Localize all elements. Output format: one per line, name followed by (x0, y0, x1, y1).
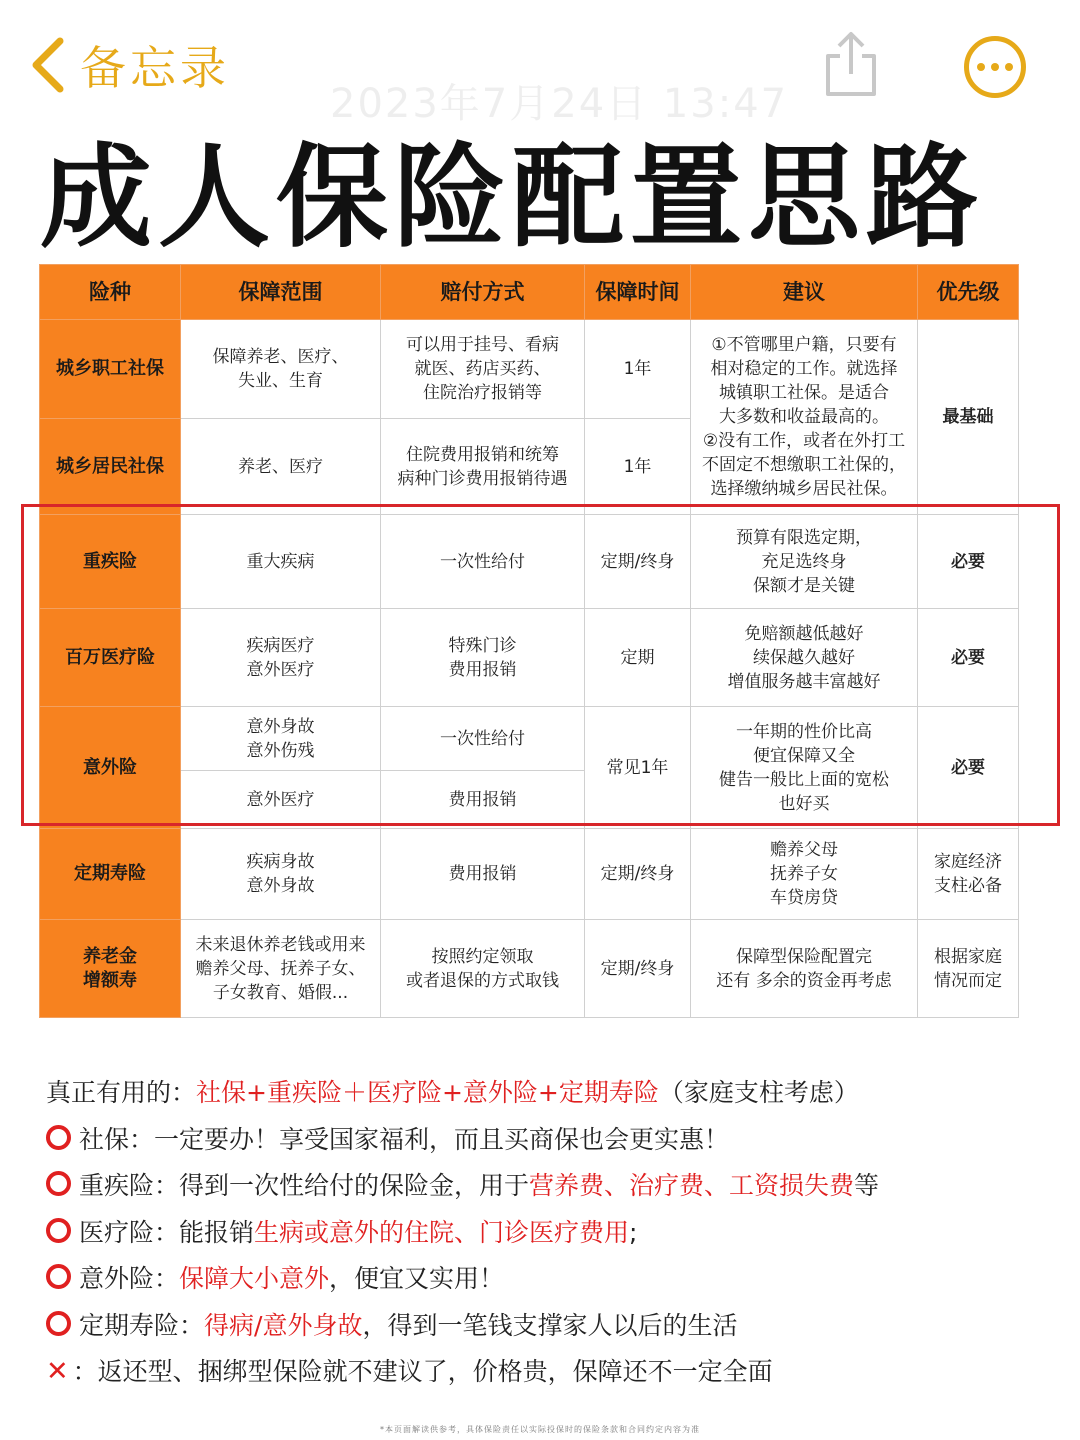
cell-advice: 免赔额越低越好 续保越久越好 增值服务越丰富越好 (691, 609, 918, 707)
note-text: ，得到一笔钱支撑家人以后的生活 (362, 1310, 738, 1340)
table-row (40, 707, 1019, 771)
cell-term: 定期/终身 (585, 920, 691, 1018)
circle-icon (46, 1125, 71, 1150)
cell-payment: 可以用于挂号、看病 就医、药店买药、 住院治疗报销等 (381, 320, 585, 419)
table-row (40, 609, 1019, 707)
cell-advice: ①不管哪里户籍，只要有 相对稳定的工作。就选择 城镇职工社保。是适合 大多数和收益最高的。 ②没有工作，或者在外打工 不固定不想缴职工社保的， 选择缴纳城乡居民社保。 (691, 320, 918, 515)
note-highlight: 得病/意外身故 (204, 1310, 363, 1340)
note-item (46, 1303, 1046, 1350)
back-label: 备忘录 (80, 41, 230, 95)
cell-scope: 意外身故 意外伤残 (181, 707, 381, 771)
cell-type: 重疾险 (40, 515, 181, 609)
cell-priority: 必要 (918, 609, 1019, 707)
cell-term: 1年 (585, 419, 691, 515)
note-highlight: 营养费、治疗费、工资损失费 (529, 1171, 855, 1200)
note-text: （家庭支柱考虑） (658, 1078, 859, 1107)
table-header-row (40, 265, 1019, 320)
cell-payment: 费用报销 (381, 829, 585, 920)
note-highlight: 生病或意外的住院、门诊医疗费用 (254, 1217, 630, 1247)
notes-section (46, 1070, 1046, 1396)
cell-advice: 赡养父母 抚养子女 车贷房贷 (691, 829, 918, 920)
note-text: 医疗险：能报销 (79, 1217, 255, 1247)
page-title: 成人保险配置思路 (40, 133, 984, 263)
back-button[interactable] (30, 32, 230, 98)
table-row (40, 920, 1019, 1018)
table-row (40, 515, 1019, 609)
dot-icon (991, 63, 999, 71)
cell-payment: 一次性给付 (381, 707, 585, 771)
cell-type: 养老金 增额寿 (40, 920, 181, 1018)
table-row (40, 320, 1019, 419)
col-header-term: 保障时间 (585, 265, 691, 320)
cell-payment: 按照约定领取 或者退保的方式取钱 (381, 920, 585, 1018)
cell-scope: 意外医疗 (181, 771, 381, 829)
cell-priority: 必要 (918, 515, 1019, 609)
col-header-advice: 建议 (691, 265, 918, 320)
cell-term: 定期/终身 (585, 515, 691, 609)
note-text: 社保：一定要办！享受国家福利，而且买商保也会更实惠！ (79, 1124, 730, 1154)
insurance-table (39, 264, 1019, 1018)
note-text: 重疾险：得到一次性给付的保险金，用于 (79, 1171, 530, 1200)
cross-icon: ✕ (46, 1356, 69, 1387)
more-options-button[interactable] (964, 36, 1026, 98)
circle-icon (46, 1264, 71, 1289)
cell-term: 定期 (585, 609, 691, 707)
circle-icon (46, 1311, 71, 1336)
footer-disclaimer: *本页面解读供参考，具体保险责任以实际投保时的保险条款和合同约定内容为准 (380, 1425, 700, 1434)
cell-payment: 特殊门诊 费用报销 (381, 609, 585, 707)
note-item (46, 1349, 1046, 1396)
cell-payment: 住院费用报销和统筹 病种门诊费用报销待遇 (381, 419, 585, 515)
cell-type: 意外险 (40, 707, 181, 829)
cell-scope: 疾病身故 意外身故 (181, 829, 381, 920)
note-text: ; (629, 1217, 638, 1247)
table-row (40, 829, 1019, 920)
chevron-left-icon (30, 37, 66, 93)
cell-term: 常见1年 (585, 707, 691, 829)
note-text: ，便宜又实用！ (329, 1264, 505, 1293)
note-item (46, 1256, 1046, 1303)
cell-advice: 一年期的性价比高 便宜保障又全 健告一般比上面的宽松 也好买 (691, 707, 918, 829)
cell-scope: 未来退休养老钱或用来 赡养父母、抚养子女、 子女教育、婚假... (181, 920, 381, 1018)
dot-icon (977, 63, 985, 71)
note-item (46, 1163, 1046, 1210)
col-header-scope: 保障范围 (181, 265, 381, 320)
cell-payment: 费用报销 (381, 771, 585, 829)
cell-priority: 家庭经济 支柱必备 (918, 829, 1019, 920)
top-bar (0, 0, 1080, 130)
cell-advice: 预算有限选定期， 充足选终身 保额才是关键 (691, 515, 918, 609)
cell-type: 城乡居民社保 (40, 419, 181, 515)
cell-priority: 最基础 (918, 320, 1019, 515)
note-text: 定期寿险： (79, 1310, 205, 1340)
cell-priority: 根据家庭 情况而定 (918, 920, 1019, 1018)
cell-scope: 养老、医疗 (181, 419, 381, 515)
circle-icon (46, 1171, 71, 1196)
note-text: ：返还型、捆绑型保险就不建议了，价格贵，保障还不一定全面 (72, 1357, 773, 1386)
note-highlight: 社保+重疾险＋医疗险+意外险+定期寿险 (196, 1078, 659, 1107)
dot-icon (1005, 63, 1013, 71)
cell-scope: 疾病医疗 意外医疗 (181, 609, 381, 707)
note-item (46, 1117, 1046, 1164)
note-text: 等 (854, 1171, 880, 1200)
share-button[interactable] (822, 30, 880, 102)
cell-priority: 必要 (918, 707, 1019, 829)
note-item (46, 1210, 1046, 1257)
col-header-priority: 优先级 (918, 265, 1019, 320)
col-header-payment: 赔付方式 (381, 265, 585, 320)
note-date: 2023年7月24日 13:47 (330, 81, 789, 127)
circle-icon (46, 1218, 71, 1243)
cell-scope: 重大疾病 (181, 515, 381, 609)
cell-term: 定期/终身 (585, 829, 691, 920)
cell-advice: 保障型保险配置完 还有 多余的资金再考虑 (691, 920, 918, 1018)
cell-scope: 保障养老、医疗、 失业、生育 (181, 320, 381, 419)
cell-type: 定期寿险 (40, 829, 181, 920)
note-text: 真正有用的： (46, 1078, 197, 1107)
cell-term: 1年 (585, 320, 691, 419)
share-icon (822, 30, 880, 98)
cell-type: 城乡职工社保 (40, 320, 181, 419)
note-text: 意外险： (79, 1264, 180, 1293)
cell-payment: 一次性给付 (381, 515, 585, 609)
note-highlight: 保障大小意外 (179, 1264, 330, 1293)
col-header-type: 险种 (40, 265, 181, 320)
cell-type: 百万医疗险 (40, 609, 181, 707)
note-summary (46, 1070, 1046, 1117)
